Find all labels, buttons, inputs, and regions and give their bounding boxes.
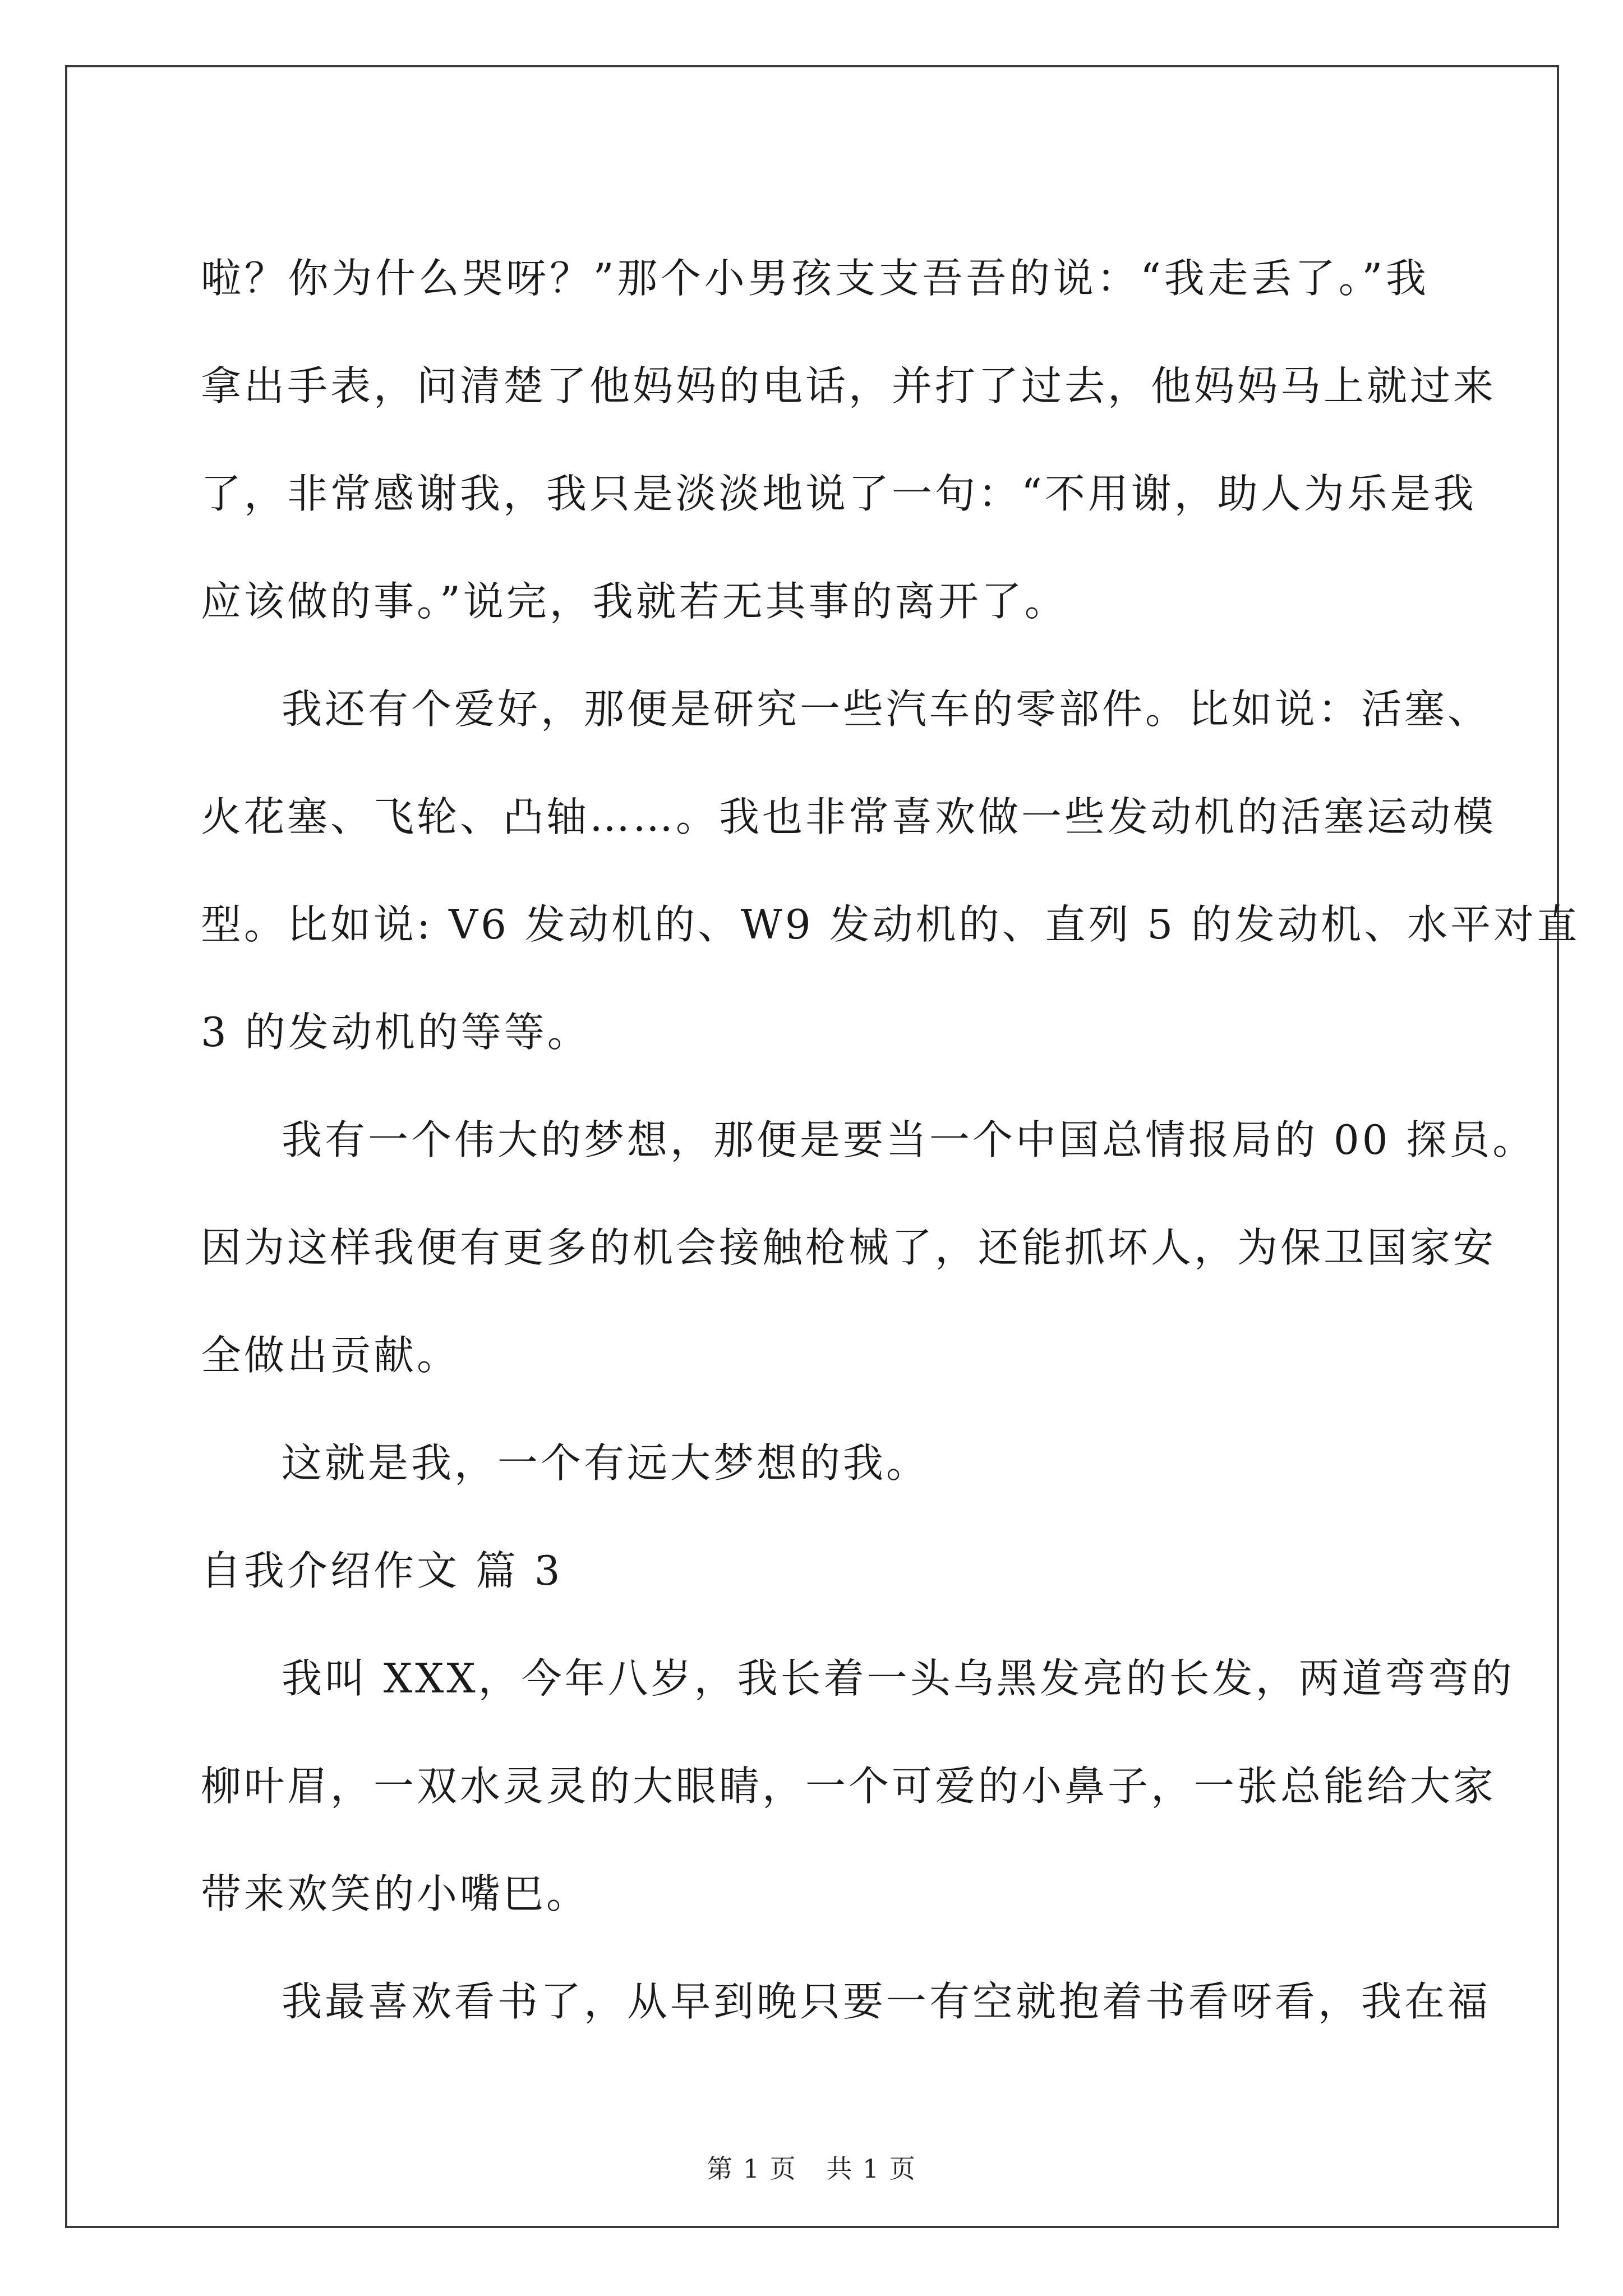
page-total: 共 1 页 bbox=[826, 2154, 916, 2184]
paragraph bbox=[201, 655, 1580, 1086]
text-line: 带来欢笑的小嘴巴。 bbox=[201, 1870, 590, 1917]
document-body bbox=[201, 224, 1580, 2055]
text-line: 了，非常感谢我，我只是淡淡地说了一句：“不用谢，助人为乐是我 bbox=[201, 470, 1477, 517]
text-line: 因为这样我便有更多的机会接触枪械了，还能抓坏人，为保卫国家安 bbox=[201, 1224, 1497, 1271]
text-line: 我还有个爱好，那便是研究一些汽车的零部件。比如说：活塞、 bbox=[282, 685, 1491, 733]
text-line: 我有一个伟大的梦想，那便是要当一个中国总情报局的 00 探员。 bbox=[282, 1116, 1536, 1163]
page-number: 第 1 页 bbox=[707, 2154, 797, 2184]
text-line: 这就是我，一个有远大梦想的我。 bbox=[282, 1439, 930, 1487]
text-line: 3 的发动机的等等。 bbox=[201, 1009, 591, 1056]
text-line: 柳叶眉，一双水灵灵的大眼睛，一个可爱的小鼻子，一张总能给大家 bbox=[201, 1763, 1497, 1810]
paragraph bbox=[201, 1086, 1536, 1409]
paragraph bbox=[201, 1625, 1515, 1948]
text-line: 自我介绍作文 篇 3 bbox=[201, 1547, 563, 1594]
paragraph bbox=[201, 1517, 1429, 1625]
text-line: 我最喜欢看书了，从早到晚只要一有空就抱着书看呀看，我在福 bbox=[282, 1978, 1491, 2025]
paragraph bbox=[201, 1948, 1491, 2055]
text-line: 拿出手表，问清楚了他妈妈的电话，并打了过去，他妈妈马上就过来 bbox=[201, 362, 1497, 409]
text-line: 啦？你为什么哭呀？”那个小男孩支支吾吾的说：“我走丢了。”我 bbox=[201, 255, 1429, 302]
text-line: 应该做的事。”说完，我就若无其事的离开了。 bbox=[201, 578, 1068, 625]
page-footer bbox=[0, 2148, 1623, 2185]
text-line: 我叫 XXX，今年八岁，我长着一头乌黑发亮的长发，两道弯弯的 bbox=[282, 1655, 1515, 1702]
paragraph bbox=[201, 1409, 1429, 1517]
paragraph bbox=[201, 224, 1497, 655]
text-line: 火花塞、飞轮、凸轴……。我也非常喜欢做一些发动机的活塞运动模 bbox=[201, 793, 1497, 840]
text-line: 全做出贡献。 bbox=[201, 1332, 460, 1379]
text-line: 型。比如说: V6 发动机的、W9 发动机的、直列 5 的发动机、水平对直 bbox=[201, 901, 1580, 948]
